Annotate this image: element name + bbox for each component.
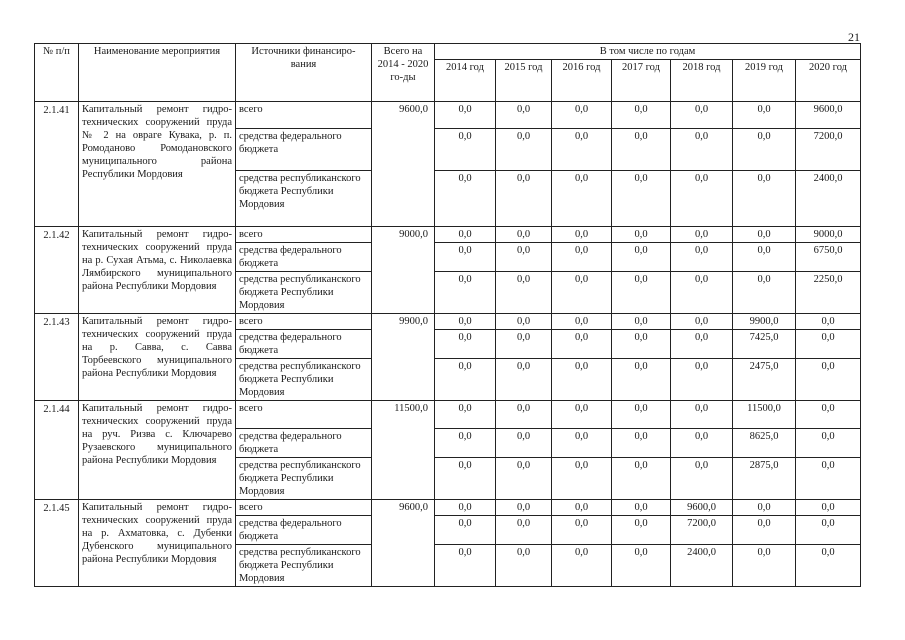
funding-source: всего — [236, 102, 372, 129]
year-value: 0,0 — [496, 129, 552, 171]
table-body — [35, 102, 861, 587]
year-value: 0,0 — [496, 243, 552, 272]
item-name: Капитальный ремонт гидро-технических сооружений пруда на р. Савва, с. Савва Торбеевского муниципального района Республики Мордовия — [79, 314, 236, 401]
item-total: 9600,0 — [372, 102, 435, 227]
year-value: 0,0 — [552, 171, 612, 227]
year-value: 0,0 — [552, 545, 612, 587]
year-value: 0,0 — [733, 243, 796, 272]
year-value: 0,0 — [496, 314, 552, 330]
year-value: 0,0 — [612, 500, 671, 516]
year-value: 0,0 — [496, 545, 552, 587]
year-value: 0,0 — [733, 500, 796, 516]
year-value: 0,0 — [796, 401, 861, 429]
year-value: 0,0 — [733, 171, 796, 227]
year-value: 0,0 — [671, 330, 733, 359]
year-value: 0,0 — [733, 272, 796, 314]
item-name: Капитальный ремонт гидро-технических сооружений пруда № 2 на овраге Кувака, р. п. Ромоданово Ромодановского муниципального района Республики Мордовия — [79, 102, 236, 227]
year-value: 0,0 — [435, 330, 496, 359]
year-value: 0,0 — [552, 516, 612, 545]
year-value: 7200,0 — [796, 129, 861, 171]
year-value: 0,0 — [612, 401, 671, 429]
table-row — [35, 500, 861, 516]
year-value: 0,0 — [552, 429, 612, 458]
year-value: 0,0 — [552, 314, 612, 330]
funding-source: всего — [236, 500, 372, 516]
year-value: 0,0 — [435, 227, 496, 243]
header-year: 2017 год — [612, 60, 671, 102]
year-value: 0,0 — [796, 330, 861, 359]
year-value: 0,0 — [496, 272, 552, 314]
funding-source: средства федерального бюджета — [236, 129, 372, 171]
year-value: 9000,0 — [796, 227, 861, 243]
year-value: 0,0 — [733, 102, 796, 129]
item-name: Капитальный ремонт гидро-технических сооружений пруда на руч. Ризва с. Ключарево Рузаевского муниципального района Республики Мордовия — [79, 401, 236, 500]
year-value: 0,0 — [796, 314, 861, 330]
year-value: 0,0 — [552, 359, 612, 401]
header-num: № п/п — [35, 44, 79, 102]
year-value: 0,0 — [671, 458, 733, 500]
funding-source: средства республиканского бюджета Республики Мордовия — [236, 359, 372, 401]
header-name: Наименование мероприятия — [79, 44, 236, 102]
year-value: 0,0 — [435, 129, 496, 171]
year-value: 0,0 — [496, 401, 552, 429]
funding-source: средства республиканского бюджета Республики Мордовия — [236, 272, 372, 314]
funding-source: всего — [236, 401, 372, 429]
funding-source: средства федерального бюджета — [236, 516, 372, 545]
item-name: Капитальный ремонт гидро-технических сооружений пруда на р. Сухая Атьма, с. Николаевка Лямбирского муниципального района Республики Мордовия — [79, 227, 236, 314]
year-value: 9900,0 — [733, 314, 796, 330]
year-value: 2250,0 — [796, 272, 861, 314]
funding-source: всего — [236, 227, 372, 243]
table-header — [35, 44, 861, 102]
year-value: 0,0 — [552, 243, 612, 272]
year-value: 0,0 — [671, 401, 733, 429]
year-value: 0,0 — [435, 429, 496, 458]
year-value: 0,0 — [496, 458, 552, 500]
year-value: 0,0 — [671, 429, 733, 458]
year-value: 0,0 — [733, 129, 796, 171]
year-value: 0,0 — [552, 102, 612, 129]
year-value: 0,0 — [435, 458, 496, 500]
year-value: 0,0 — [671, 171, 733, 227]
funding-source: средства республиканского бюджета Республики Мордовия — [236, 545, 372, 587]
year-value: 0,0 — [435, 359, 496, 401]
year-value: 0,0 — [496, 171, 552, 227]
year-value: 0,0 — [671, 359, 733, 401]
funding-source: средства федерального бюджета — [236, 429, 372, 458]
header-source: Источники финансиро-вания — [236, 44, 372, 102]
year-value: 0,0 — [671, 243, 733, 272]
item-number: 2.1.41 — [35, 102, 79, 227]
year-value: 0,0 — [612, 458, 671, 500]
year-value: 6750,0 — [796, 243, 861, 272]
year-value: 0,0 — [671, 227, 733, 243]
year-value: 0,0 — [435, 243, 496, 272]
item-total: 9600,0 — [372, 500, 435, 587]
year-value: 0,0 — [796, 500, 861, 516]
year-value: 9600,0 — [671, 500, 733, 516]
year-value: 0,0 — [612, 129, 671, 171]
table-row — [35, 102, 861, 129]
header-total: Всего на 2014 - 2020 го-ды — [372, 44, 435, 102]
year-value: 0,0 — [435, 171, 496, 227]
header-year: 2016 год — [552, 60, 612, 102]
year-value: 9600,0 — [796, 102, 861, 129]
year-value: 0,0 — [671, 314, 733, 330]
year-value: 2875,0 — [733, 458, 796, 500]
year-value: 0,0 — [796, 359, 861, 401]
year-value: 0,0 — [435, 272, 496, 314]
table-row — [35, 401, 861, 429]
year-value: 0,0 — [496, 102, 552, 129]
year-value: 0,0 — [796, 429, 861, 458]
year-value: 0,0 — [733, 516, 796, 545]
year-value: 2400,0 — [796, 171, 861, 227]
header-year: 2018 год — [671, 60, 733, 102]
funding-source: средства федерального бюджета — [236, 330, 372, 359]
year-value: 0,0 — [496, 429, 552, 458]
year-value: 0,0 — [612, 516, 671, 545]
year-value: 0,0 — [435, 516, 496, 545]
item-number: 2.1.43 — [35, 314, 79, 401]
table-row — [35, 227, 861, 243]
year-value: 0,0 — [552, 330, 612, 359]
item-number: 2.1.45 — [35, 500, 79, 587]
year-value: 7200,0 — [671, 516, 733, 545]
year-value: 0,0 — [612, 314, 671, 330]
year-value: 0,0 — [552, 272, 612, 314]
year-value: 0,0 — [435, 102, 496, 129]
year-value: 2400,0 — [671, 545, 733, 587]
year-value: 0,0 — [552, 227, 612, 243]
funding-source: средства федерального бюджета — [236, 243, 372, 272]
year-value: 0,0 — [733, 545, 796, 587]
funding-source: средства республиканского бюджета Республики Мордовия — [236, 171, 372, 227]
year-value: 0,0 — [612, 102, 671, 129]
year-value: 0,0 — [612, 272, 671, 314]
year-value: 0,0 — [552, 458, 612, 500]
year-value: 0,0 — [435, 401, 496, 429]
year-value: 0,0 — [496, 516, 552, 545]
year-value: 0,0 — [671, 102, 733, 129]
funding-source: средства республиканского бюджета Республики Мордовия — [236, 458, 372, 500]
table-row — [35, 314, 861, 330]
item-total: 9900,0 — [372, 314, 435, 401]
year-value: 2475,0 — [733, 359, 796, 401]
item-number: 2.1.44 — [35, 401, 79, 500]
header-year: 2020 год — [796, 60, 861, 102]
year-value: 0,0 — [496, 227, 552, 243]
year-value: 0,0 — [435, 545, 496, 587]
year-value: 0,0 — [612, 429, 671, 458]
year-value: 0,0 — [612, 330, 671, 359]
year-value: 8625,0 — [733, 429, 796, 458]
item-number: 2.1.42 — [35, 227, 79, 314]
page-number: 21 — [848, 30, 860, 44]
year-value: 0,0 — [612, 545, 671, 587]
year-value: 0,0 — [733, 227, 796, 243]
header-year: 2015 год — [496, 60, 552, 102]
year-value: 0,0 — [796, 545, 861, 587]
header-year: 2019 год — [733, 60, 796, 102]
funding-table — [34, 43, 861, 587]
item-name: Капитальный ремонт гидро-технических сооружений пруда на р. Ахматовка, с. Дубенки Дубенского муниципального района Республики Мордовия — [79, 500, 236, 587]
funding-source: всего — [236, 314, 372, 330]
year-value: 0,0 — [612, 243, 671, 272]
item-total: 11500,0 — [372, 401, 435, 500]
year-value: 0,0 — [435, 314, 496, 330]
year-value: 0,0 — [496, 500, 552, 516]
year-value: 11500,0 — [733, 401, 796, 429]
year-value: 0,0 — [796, 516, 861, 545]
year-value: 0,0 — [671, 129, 733, 171]
year-value: 0,0 — [496, 359, 552, 401]
year-value: 0,0 — [552, 500, 612, 516]
year-value: 7425,0 — [733, 330, 796, 359]
year-value: 0,0 — [552, 129, 612, 171]
year-value: 0,0 — [612, 171, 671, 227]
year-value: 0,0 — [671, 272, 733, 314]
year-value: 0,0 — [796, 458, 861, 500]
item-total: 9000,0 — [372, 227, 435, 314]
header-year: 2014 год — [435, 60, 496, 102]
year-value: 0,0 — [552, 401, 612, 429]
year-value: 0,0 — [612, 359, 671, 401]
year-value: 0,0 — [612, 227, 671, 243]
header-years-group: В том числе по годам — [435, 44, 861, 60]
year-value: 0,0 — [496, 330, 552, 359]
year-value: 0,0 — [435, 500, 496, 516]
